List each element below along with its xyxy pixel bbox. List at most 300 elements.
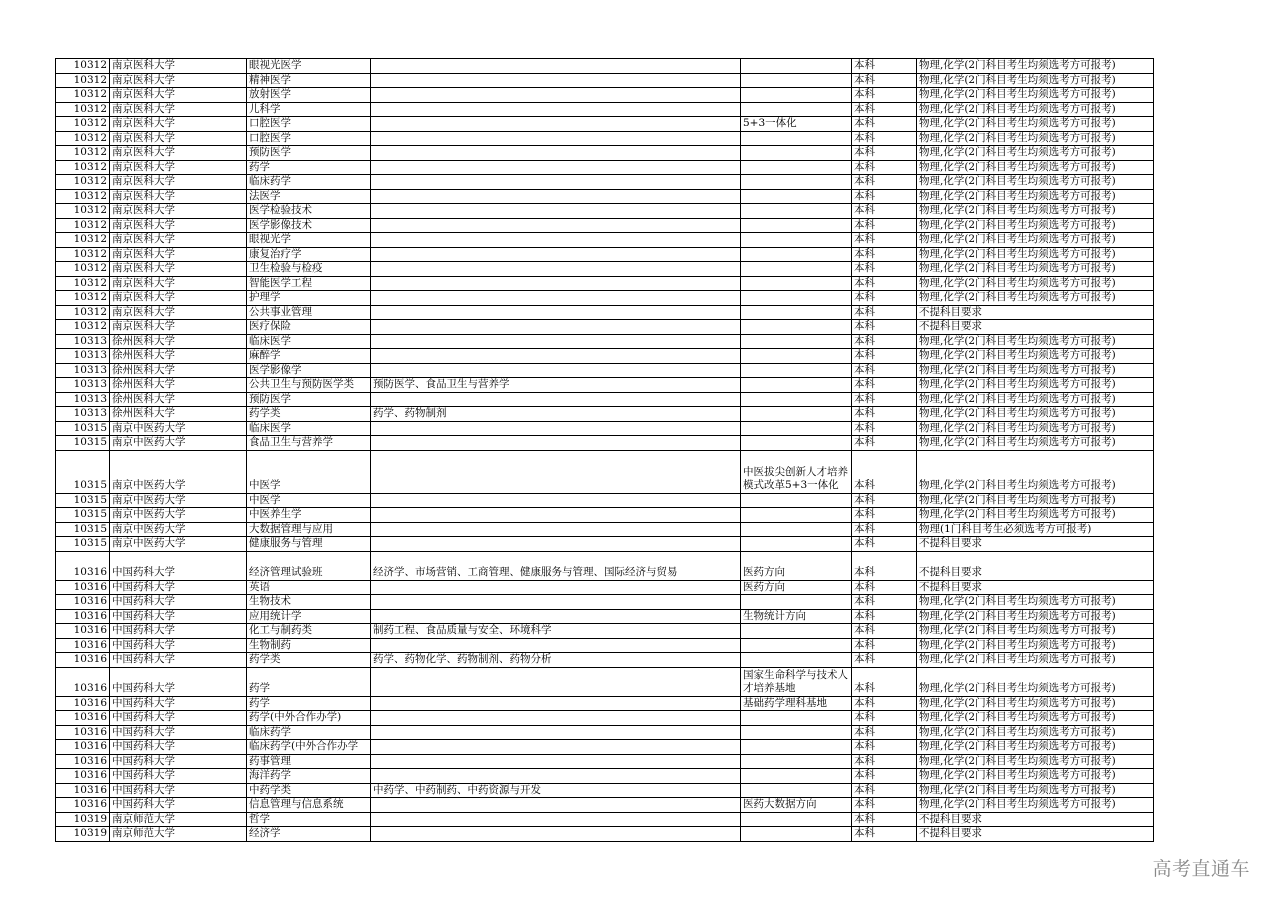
school-name-cell: 南京医科大学 [110,276,247,291]
subject-requirement-cell: 物理,化学(2门科目考生均须选考方可报考) [917,73,1154,88]
subject-requirement-cell: 物理(1门科目考生必须选考方可报考) [917,522,1154,537]
subject-requirement-cell: 物理,化学(2门科目考生均须选考方可报考) [917,421,1154,436]
admission-requirements-table [55,58,1154,842]
remark-cell: 5+3一体化 [741,117,852,132]
remark-cell [741,783,852,798]
major-name-cell: 精神医学 [247,73,371,88]
school-name-cell: 南京医科大学 [110,59,247,74]
degree-level-cell: 本科 [852,320,917,335]
school-code-cell: 10312 [56,88,110,103]
degree-level-cell: 本科 [852,653,917,668]
degree-level-cell: 本科 [852,175,917,190]
degree-level-cell: 本科 [852,667,917,696]
school-code-cell: 10315 [56,508,110,523]
remark-cell: 中医拔尖创新人才培养模式改革5+3一体化 [741,450,852,493]
school-name-cell: 中国药科大学 [110,754,247,769]
table-row [56,131,1154,146]
school-code-cell: 10312 [56,262,110,277]
school-code-cell: 10315 [56,522,110,537]
degree-level-cell: 本科 [852,247,917,262]
school-name-cell: 中国药科大学 [110,740,247,755]
school-code-cell: 10312 [56,305,110,320]
subject-requirement-cell: 物理,化学(2门科目考生均须选考方可报考) [917,160,1154,175]
school-code-cell: 10313 [56,392,110,407]
major-name-cell: 大数据管理与应用 [247,522,371,537]
degree-level-cell: 本科 [852,392,917,407]
school-code-cell: 10315 [56,436,110,451]
degree-level-cell: 本科 [852,363,917,378]
included-majors-cell [371,233,741,248]
school-name-cell: 中国药科大学 [110,696,247,711]
included-majors-cell: 制药工程、食品质量与安全、环境科学 [371,624,741,639]
included-majors-cell [371,262,741,277]
subject-requirement-cell: 物理,化学(2门科目考生均须选考方可报考) [917,392,1154,407]
table-row [56,117,1154,132]
included-majors-cell [371,276,741,291]
school-name-cell: 中国药科大学 [110,624,247,639]
table-row [56,349,1154,364]
included-majors-cell [371,725,741,740]
included-majors-cell: 药学、药物化学、药物制剂、药物分析 [371,653,741,668]
remark-cell [741,189,852,204]
school-name-cell: 中国药科大学 [110,638,247,653]
major-name-cell: 哲学 [247,812,371,827]
included-majors-cell [371,102,741,117]
school-name-cell: 徐州医科大学 [110,363,247,378]
degree-level-cell: 本科 [852,131,917,146]
subject-requirement-cell: 物理,化学(2门科目考生均须选考方可报考) [917,204,1154,219]
subject-requirement-cell: 不提科目要求 [917,305,1154,320]
subject-requirement-cell: 物理,化学(2门科目考生均须选考方可报考) [917,233,1154,248]
table-row [56,276,1154,291]
subject-requirement-cell: 物理,化学(2门科目考生均须选考方可报考) [917,609,1154,624]
remark-cell [741,247,852,262]
school-code-cell: 10312 [56,59,110,74]
major-name-cell: 中医学 [247,493,371,508]
remark-cell [741,508,852,523]
school-name-cell: 南京中医药大学 [110,537,247,552]
school-code-cell: 10312 [56,233,110,248]
school-code-cell: 10312 [56,160,110,175]
degree-level-cell: 本科 [852,305,917,320]
major-name-cell: 药学类 [247,407,371,422]
major-name-cell: 预防医学 [247,392,371,407]
major-name-cell: 食品卫生与营养学 [247,436,371,451]
major-name-cell: 智能医学工程 [247,276,371,291]
major-name-cell: 临床医学 [247,334,371,349]
table-row [56,667,1154,696]
subject-requirement-cell: 物理,化学(2门科目考生均须选考方可报考) [917,218,1154,233]
major-name-cell: 预防医学 [247,146,371,161]
subject-requirement-cell: 物理,化学(2门科目考生均须选考方可报考) [917,59,1154,74]
school-code-cell: 10313 [56,334,110,349]
school-name-cell: 南京医科大学 [110,247,247,262]
table-row [56,696,1154,711]
remark-cell [741,305,852,320]
included-majors-cell [371,798,741,813]
degree-level-cell: 本科 [852,88,917,103]
subject-requirement-cell: 物理,化学(2门科目考生均须选考方可报考) [917,262,1154,277]
school-code-cell: 10316 [56,653,110,668]
school-code-cell: 10316 [56,667,110,696]
table-row [56,653,1154,668]
included-majors-cell [371,320,741,335]
major-name-cell: 医学影像学 [247,363,371,378]
school-code-cell: 10315 [56,493,110,508]
included-majors-cell [371,59,741,74]
subject-requirement-cell: 物理,化学(2门科目考生均须选考方可报考) [917,363,1154,378]
remark-cell [741,233,852,248]
degree-level-cell: 本科 [852,725,917,740]
subject-requirement-cell: 物理,化学(2门科目考生均须选考方可报考) [917,146,1154,161]
school-code-cell: 10316 [56,711,110,726]
remark-cell: 医药大数据方向 [741,798,852,813]
degree-level-cell: 本科 [852,769,917,784]
remark-cell [741,349,852,364]
included-majors-cell [371,595,741,610]
major-name-cell: 口腔医学 [247,131,371,146]
remark-cell: 医药方向 [741,551,852,580]
table-row [56,740,1154,755]
degree-level-cell: 本科 [852,334,917,349]
school-code-cell: 10312 [56,189,110,204]
subject-requirement-cell: 物理,化学(2门科目考生均须选考方可报考) [917,667,1154,696]
degree-level-cell: 本科 [852,102,917,117]
major-name-cell: 药学 [247,667,371,696]
remark-cell [741,522,852,537]
school-code-cell: 10319 [56,812,110,827]
remark-cell: 国家生命科学与技术人才培养基地 [741,667,852,696]
subject-requirement-cell: 不提科目要求 [917,827,1154,842]
major-name-cell: 药学 [247,696,371,711]
school-code-cell: 10312 [56,117,110,132]
included-majors-cell [371,740,741,755]
included-majors-cell [371,638,741,653]
subject-requirement-cell: 物理,化学(2门科目考生均须选考方可报考) [917,711,1154,726]
major-name-cell: 康复治疗学 [247,247,371,262]
remark-cell [741,131,852,146]
subject-requirement-cell: 物理,化学(2门科目考生均须选考方可报考) [917,725,1154,740]
degree-level-cell: 本科 [852,624,917,639]
table-row [56,218,1154,233]
major-name-cell: 医学影像技术 [247,218,371,233]
school-code-cell: 10312 [56,175,110,190]
school-code-cell: 10316 [56,580,110,595]
school-name-cell: 徐州医科大学 [110,407,247,422]
school-name-cell: 中国药科大学 [110,653,247,668]
included-majors-cell [371,827,741,842]
degree-level-cell: 本科 [852,711,917,726]
table-row [56,334,1154,349]
major-name-cell: 法医学 [247,189,371,204]
school-code-cell: 10313 [56,407,110,422]
remark-cell [741,812,852,827]
major-name-cell: 健康服务与管理 [247,537,371,552]
major-name-cell: 眼视光学 [247,233,371,248]
subject-requirement-cell: 不提科目要求 [917,537,1154,552]
remark-cell [741,59,852,74]
school-code-cell: 10312 [56,320,110,335]
table-row [56,624,1154,639]
school-code-cell: 10313 [56,363,110,378]
school-name-cell: 徐州医科大学 [110,378,247,393]
degree-level-cell: 本科 [852,146,917,161]
subject-requirement-cell: 物理,化学(2门科目考生均须选考方可报考) [917,117,1154,132]
degree-level-cell: 本科 [852,783,917,798]
school-code-cell: 10316 [56,696,110,711]
school-name-cell: 南京医科大学 [110,146,247,161]
table-row [56,247,1154,262]
school-code-cell: 10316 [56,798,110,813]
subject-requirement-cell: 物理,化学(2门科目考生均须选考方可报考) [917,175,1154,190]
degree-level-cell: 本科 [852,740,917,755]
remark-cell [741,291,852,306]
subject-requirement-cell: 物理,化学(2门科目考生均须选考方可报考) [917,653,1154,668]
degree-level-cell: 本科 [852,580,917,595]
remark-cell [741,218,852,233]
major-name-cell: 临床药学 [247,175,371,190]
remark-cell [741,725,852,740]
school-code-cell: 10316 [56,609,110,624]
subject-requirement-cell: 不提科目要求 [917,812,1154,827]
school-name-cell: 中国药科大学 [110,595,247,610]
degree-level-cell: 本科 [852,160,917,175]
table-row [56,305,1154,320]
major-name-cell: 麻醉学 [247,349,371,364]
table-row [56,102,1154,117]
school-name-cell: 中国药科大学 [110,725,247,740]
table-row [56,189,1154,204]
major-name-cell: 药学类 [247,653,371,668]
included-majors-cell [371,189,741,204]
degree-level-cell: 本科 [852,754,917,769]
remark-cell [741,146,852,161]
watermark-text: 高考直通车 [1152,858,1250,880]
subject-requirement-cell: 物理,化学(2门科目考生均须选考方可报考) [917,638,1154,653]
subject-requirement-cell: 物理,化学(2门科目考生均须选考方可报考) [917,450,1154,493]
remark-cell [741,204,852,219]
table-row [56,783,1154,798]
school-name-cell: 南京医科大学 [110,131,247,146]
subject-requirement-cell: 物理,化学(2门科目考生均须选考方可报考) [917,508,1154,523]
school-name-cell: 南京医科大学 [110,175,247,190]
table-row [56,320,1154,335]
subject-requirement-cell: 物理,化学(2门科目考生均须选考方可报考) [917,783,1154,798]
school-name-cell: 南京医科大学 [110,320,247,335]
school-code-cell: 10312 [56,131,110,146]
table-row [56,537,1154,552]
major-name-cell: 中药学类 [247,783,371,798]
included-majors-cell [371,537,741,552]
school-code-cell: 10316 [56,725,110,740]
remark-cell [741,537,852,552]
major-name-cell: 经济学 [247,827,371,842]
subject-requirement-cell: 物理,化学(2门科目考生均须选考方可报考) [917,493,1154,508]
major-name-cell: 公共事业管理 [247,305,371,320]
school-code-cell: 10316 [56,638,110,653]
included-majors-cell [371,508,741,523]
school-code-cell: 10316 [56,769,110,784]
school-code-cell: 10316 [56,624,110,639]
school-name-cell: 南京中医药大学 [110,450,247,493]
included-majors-cell [371,392,741,407]
remark-cell [741,276,852,291]
school-code-cell: 10312 [56,247,110,262]
major-name-cell: 临床药学(中外合作办学 [247,740,371,755]
subject-requirement-cell: 物理,化学(2门科目考生均须选考方可报考) [917,798,1154,813]
table-row [56,769,1154,784]
subject-requirement-cell: 物理,化学(2门科目考生均须选考方可报考) [917,378,1154,393]
school-code-cell: 10312 [56,291,110,306]
major-name-cell: 临床医学 [247,421,371,436]
included-majors-cell [371,204,741,219]
remark-cell [741,160,852,175]
major-name-cell: 化工与制药类 [247,624,371,639]
remark-cell [741,407,852,422]
table-row [56,436,1154,451]
included-majors-cell [371,305,741,320]
table-row [56,522,1154,537]
major-name-cell: 英语 [247,580,371,595]
remark-cell [741,638,852,653]
degree-level-cell: 本科 [852,291,917,306]
major-name-cell: 医疗保险 [247,320,371,335]
remark-cell: 基础药学理科基地 [741,696,852,711]
school-name-cell: 南京医科大学 [110,305,247,320]
included-majors-cell [371,812,741,827]
major-name-cell: 卫生检验与检疫 [247,262,371,277]
remark-cell [741,88,852,103]
subject-requirement-cell: 不提科目要求 [917,580,1154,595]
included-majors-cell: 预防医学、食品卫生与营养学 [371,378,741,393]
major-name-cell: 海洋药学 [247,769,371,784]
degree-level-cell: 本科 [852,421,917,436]
degree-level-cell: 本科 [852,189,917,204]
school-name-cell: 南京师范大学 [110,812,247,827]
degree-level-cell: 本科 [852,508,917,523]
subject-requirement-cell: 物理,化学(2门科目考生均须选考方可报考) [917,407,1154,422]
included-majors-cell [371,667,741,696]
degree-level-cell: 本科 [852,276,917,291]
included-majors-cell [371,769,741,784]
included-majors-cell [371,363,741,378]
table-row [56,363,1154,378]
table-row [56,421,1154,436]
degree-level-cell: 本科 [852,609,917,624]
included-majors-cell [371,160,741,175]
major-name-cell: 儿科学 [247,102,371,117]
table-row [56,493,1154,508]
school-name-cell: 南京中医药大学 [110,493,247,508]
major-name-cell: 中医学 [247,450,371,493]
school-code-cell: 10315 [56,450,110,493]
school-name-cell: 中国药科大学 [110,711,247,726]
remark-cell [741,363,852,378]
included-majors-cell [371,696,741,711]
degree-level-cell: 本科 [852,73,917,88]
subject-requirement-cell: 物理,化学(2门科目考生均须选考方可报考) [917,595,1154,610]
degree-level-cell: 本科 [852,59,917,74]
major-name-cell: 眼视光医学 [247,59,371,74]
table-row [56,160,1154,175]
table-row [56,175,1154,190]
major-name-cell: 公共卫生与预防医学类 [247,378,371,393]
included-majors-cell [371,73,741,88]
degree-level-cell: 本科 [852,827,917,842]
table-row [56,754,1154,769]
table-row [56,711,1154,726]
included-majors-cell: 药学、药物制剂 [371,407,741,422]
school-name-cell: 南京医科大学 [110,160,247,175]
included-majors-cell [371,146,741,161]
subject-requirement-cell: 物理,化学(2门科目考生均须选考方可报考) [917,189,1154,204]
included-majors-cell [371,349,741,364]
table-row [56,580,1154,595]
table-row [56,262,1154,277]
school-code-cell: 10315 [56,421,110,436]
included-majors-cell [371,609,741,624]
subject-requirement-cell: 物理,化学(2门科目考生均须选考方可报考) [917,754,1154,769]
remark-cell [741,711,852,726]
school-code-cell: 10313 [56,349,110,364]
school-code-cell: 10312 [56,204,110,219]
table-row [56,378,1154,393]
degree-level-cell: 本科 [852,537,917,552]
school-code-cell: 10316 [56,595,110,610]
remark-cell [741,653,852,668]
school-name-cell: 南京医科大学 [110,291,247,306]
school-name-cell: 徐州医科大学 [110,334,247,349]
remark-cell: 医药方向 [741,580,852,595]
major-name-cell: 临床药学 [247,725,371,740]
remark-cell [741,73,852,88]
degree-level-cell: 本科 [852,638,917,653]
table-row [56,88,1154,103]
school-code-cell: 10319 [56,827,110,842]
major-name-cell: 口腔医学 [247,117,371,132]
table-row [56,291,1154,306]
included-majors-cell [371,247,741,262]
school-name-cell: 南京医科大学 [110,189,247,204]
school-name-cell: 南京医科大学 [110,73,247,88]
subject-requirement-cell: 物理,化学(2门科目考生均须选考方可报考) [917,276,1154,291]
remark-cell [741,595,852,610]
table-row [56,551,1154,580]
school-name-cell: 南京中医药大学 [110,421,247,436]
subject-requirement-cell: 物理,化学(2门科目考生均须选考方可报考) [917,349,1154,364]
included-majors-cell [371,334,741,349]
subject-requirement-cell: 物理,化学(2门科目考生均须选考方可报考) [917,624,1154,639]
table-row [56,73,1154,88]
school-name-cell: 南京中医药大学 [110,522,247,537]
school-name-cell: 南京医科大学 [110,233,247,248]
major-name-cell: 信息管理与信息系统 [247,798,371,813]
included-majors-cell [371,711,741,726]
included-majors-cell [371,175,741,190]
school-code-cell: 10316 [56,754,110,769]
degree-level-cell: 本科 [852,696,917,711]
school-name-cell: 中国药科大学 [110,769,247,784]
school-code-cell: 10312 [56,276,110,291]
remark-cell [741,740,852,755]
school-name-cell: 南京医科大学 [110,102,247,117]
subject-requirement-cell: 物理,化学(2门科目考生均须选考方可报考) [917,102,1154,117]
remark-cell [741,392,852,407]
degree-level-cell: 本科 [852,522,917,537]
included-majors-cell: 中药学、中药制药、中药资源与开发 [371,783,741,798]
major-name-cell: 生物制药 [247,638,371,653]
major-name-cell: 医学检验技术 [247,204,371,219]
